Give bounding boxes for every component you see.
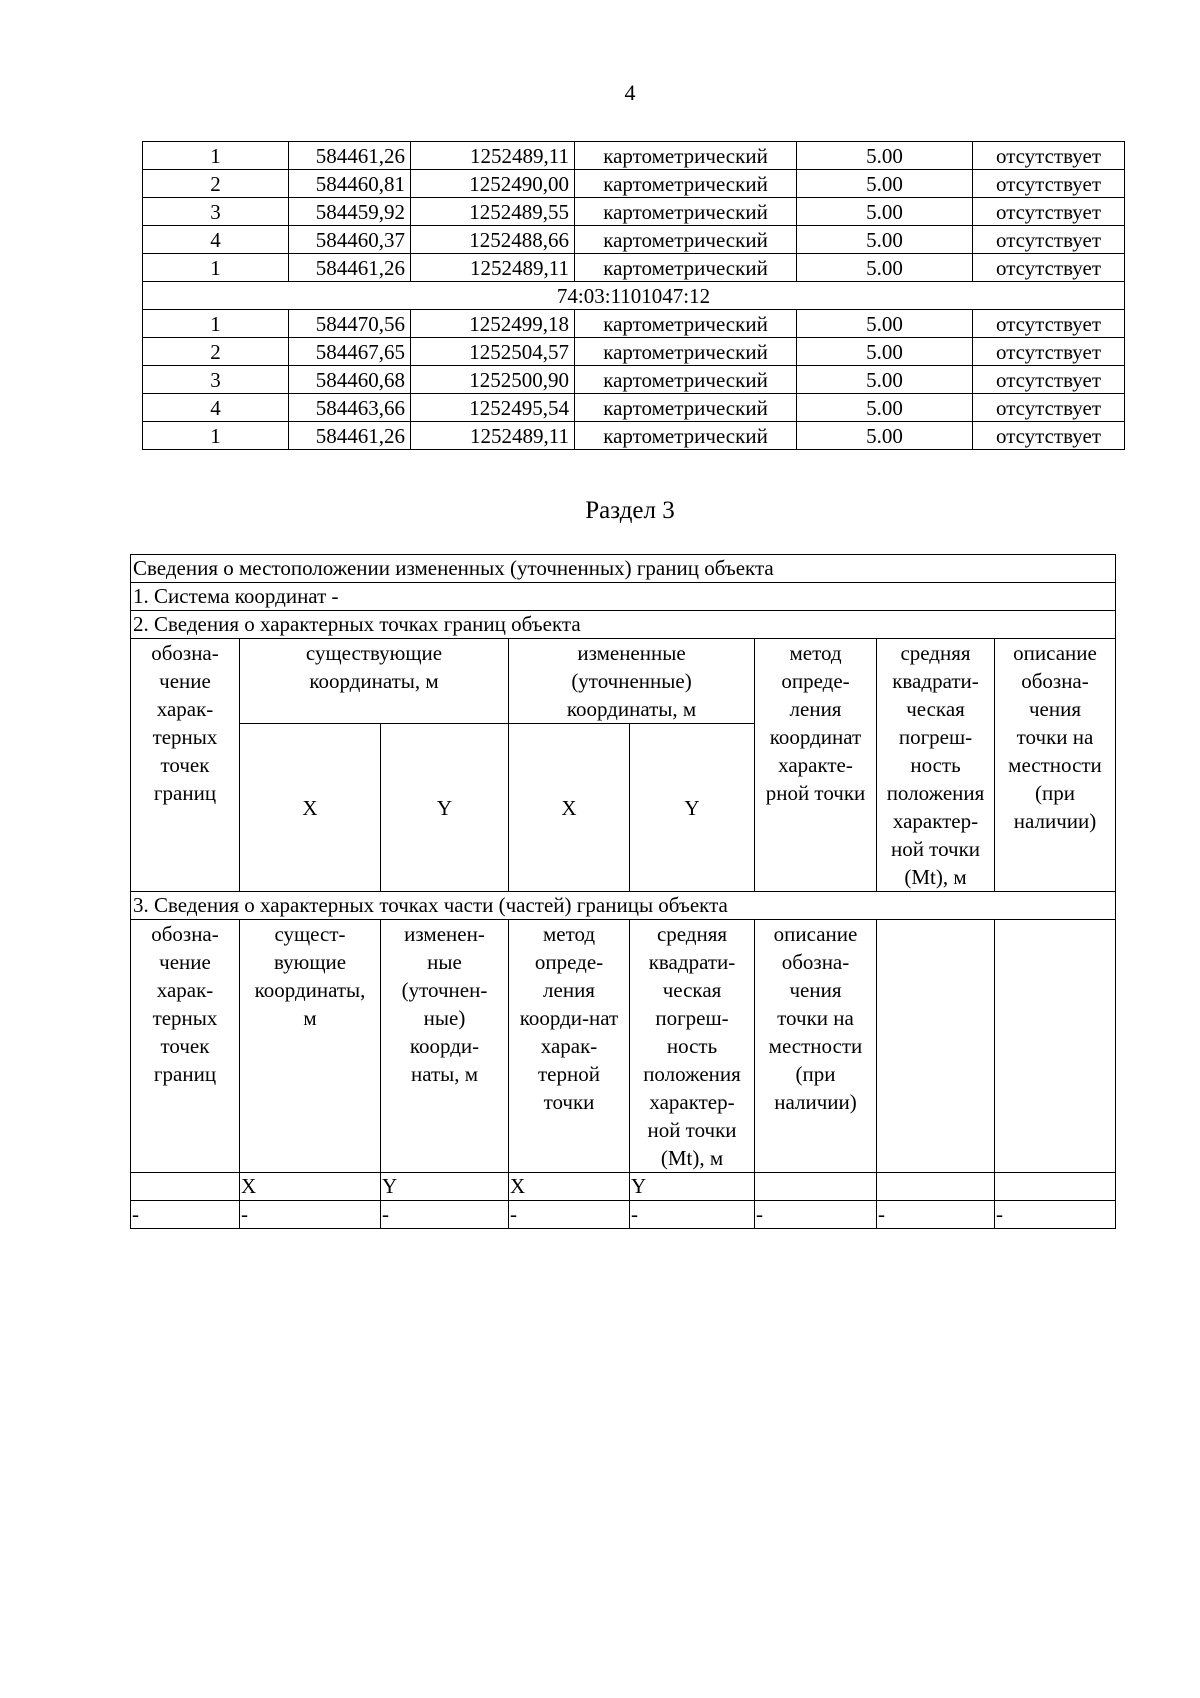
coordinate-row bbox=[143, 422, 1125, 450]
coordinate-row bbox=[143, 366, 1125, 394]
point-number: 2 bbox=[143, 170, 289, 198]
part2-header-error: средняя квадрати- ческая погреш- ность положения характер- ной точки (Mt), м bbox=[877, 639, 995, 892]
dash-cell: - bbox=[131, 1201, 240, 1229]
point-number: 1 bbox=[143, 422, 289, 450]
coord-x: 584470,56 bbox=[289, 310, 411, 338]
method: картометрический bbox=[575, 338, 797, 366]
xy-cell bbox=[131, 1173, 240, 1201]
part3-header-empty bbox=[995, 920, 1116, 1173]
dash-cell: - bbox=[381, 1201, 509, 1229]
xy-cell bbox=[755, 1173, 877, 1201]
coord-y: 1252500,90 bbox=[411, 366, 575, 394]
coordinates-rows-a bbox=[143, 142, 1125, 282]
part3-header-description: описание обозна- чения точки на местности (при наличии) bbox=[755, 920, 877, 1173]
coordinate-row bbox=[143, 394, 1125, 422]
description: отсутствует bbox=[973, 142, 1125, 170]
part3-header-changed: изменен- ные (уточнен- ные) коорди- наты, м bbox=[381, 920, 509, 1173]
error-value: 5.00 bbox=[797, 226, 973, 254]
coordinate-system: 1. Система координат - bbox=[131, 583, 1116, 611]
error-value: 5.00 bbox=[797, 394, 973, 422]
point-number: 4 bbox=[143, 226, 289, 254]
coordinate-row bbox=[143, 254, 1125, 282]
part2-existing-y: Y bbox=[381, 724, 509, 892]
xy-cell: Y bbox=[381, 1173, 509, 1201]
coordinate-row bbox=[143, 338, 1125, 366]
coordinate-row bbox=[143, 198, 1125, 226]
part3-header-method: метод опреде- ления коорди-нат харак- терной точки bbox=[509, 920, 630, 1173]
part3-header-designation: обозна- чение харак- терных точек границ bbox=[131, 920, 240, 1173]
error-value: 5.00 bbox=[797, 310, 973, 338]
point-number: 4 bbox=[143, 394, 289, 422]
point-number: 1 bbox=[143, 142, 289, 170]
coord-y: 1252489,11 bbox=[411, 142, 575, 170]
xy-cell bbox=[995, 1173, 1116, 1201]
description: отсутствует bbox=[973, 170, 1125, 198]
description: отсутствует bbox=[973, 394, 1125, 422]
method: картометрический bbox=[575, 394, 797, 422]
coord-x: 584461,26 bbox=[289, 142, 411, 170]
description: отсутствует bbox=[973, 338, 1125, 366]
part2-header-designation: обозна- чение харак- терных точек границ bbox=[131, 639, 240, 892]
page-number: 4 bbox=[624, 80, 636, 105]
part3-data-row bbox=[131, 1201, 1116, 1229]
coord-y: 1252504,57 bbox=[411, 338, 575, 366]
description: отсутствует bbox=[973, 366, 1125, 394]
dash-cell: - bbox=[995, 1201, 1116, 1229]
coord-x: 584460,37 bbox=[289, 226, 411, 254]
part2-title: 2. Сведения о характерных точках границ объекта bbox=[131, 611, 1116, 639]
section-title: Раздел 3 bbox=[585, 497, 675, 524]
section3-table bbox=[130, 554, 1116, 1229]
method: картометрический bbox=[575, 170, 797, 198]
part2-existing-x: X bbox=[240, 724, 381, 892]
error-value: 5.00 bbox=[797, 170, 973, 198]
part2-header-description: описание обозна- чения точки на местности (при наличии) bbox=[995, 639, 1116, 892]
coordinate-row bbox=[143, 170, 1125, 198]
coordinates-rows-b bbox=[143, 310, 1125, 450]
part3-xy-row bbox=[131, 1173, 1116, 1201]
description: отсутствует bbox=[973, 422, 1125, 450]
coord-x: 584461,26 bbox=[289, 254, 411, 282]
method: картометрический bbox=[575, 142, 797, 170]
description: отсутствует bbox=[973, 310, 1125, 338]
coord-x: 584467,65 bbox=[289, 338, 411, 366]
dash-cell: - bbox=[877, 1201, 995, 1229]
coord-y: 1252489,11 bbox=[411, 254, 575, 282]
coord-x: 584459,92 bbox=[289, 198, 411, 226]
point-number: 3 bbox=[143, 198, 289, 226]
dash-cell: - bbox=[240, 1201, 381, 1229]
coord-y: 1252488,66 bbox=[411, 226, 575, 254]
xy-cell: X bbox=[509, 1173, 630, 1201]
part2-changed-x: X bbox=[509, 724, 630, 892]
part2-header-method: метод опреде- ления координат характе- рной точки bbox=[755, 639, 877, 892]
dash-cell: - bbox=[630, 1201, 755, 1229]
method: картометрический bbox=[575, 366, 797, 394]
coord-y: 1252499,18 bbox=[411, 310, 575, 338]
part2-header-existing: существующие координаты, м bbox=[240, 639, 509, 724]
xy-cell bbox=[877, 1173, 995, 1201]
coord-x: 584463,66 bbox=[289, 394, 411, 422]
error-value: 5.00 bbox=[797, 338, 973, 366]
coord-y: 1252489,55 bbox=[411, 198, 575, 226]
part3-header-existing: сущест- вующие координаты, м bbox=[240, 920, 381, 1173]
method: картометрический bbox=[575, 226, 797, 254]
part3-header-empty bbox=[877, 920, 995, 1173]
point-number: 1 bbox=[143, 310, 289, 338]
xy-cell: X bbox=[240, 1173, 381, 1201]
method: картометрический bbox=[575, 422, 797, 450]
error-value: 5.00 bbox=[797, 198, 973, 226]
coordinate-row bbox=[143, 142, 1125, 170]
coord-x: 584460,68 bbox=[289, 366, 411, 394]
coord-x: 584460,81 bbox=[289, 170, 411, 198]
description: отсутствует bbox=[973, 254, 1125, 282]
error-value: 5.00 bbox=[797, 422, 973, 450]
part3-title: 3. Сведения о характерных точках части (частей) границы объекта bbox=[131, 892, 1116, 920]
point-number: 1 bbox=[143, 254, 289, 282]
coord-y: 1252489,11 bbox=[411, 422, 575, 450]
error-value: 5.00 bbox=[797, 366, 973, 394]
part2-changed-y: Y bbox=[630, 724, 755, 892]
coordinate-row bbox=[143, 310, 1125, 338]
part3-header-error: средняя квадрати- ческая погреш- ность положения характер- ной точки (Mt), м bbox=[630, 920, 755, 1173]
point-number: 2 bbox=[143, 338, 289, 366]
dash-cell: - bbox=[509, 1201, 630, 1229]
method: картометрический bbox=[575, 254, 797, 282]
method: картометрический bbox=[575, 310, 797, 338]
description: отсутствует bbox=[973, 226, 1125, 254]
error-value: 5.00 bbox=[797, 254, 973, 282]
method: картометрический bbox=[575, 198, 797, 226]
coordinates-table bbox=[142, 141, 1125, 450]
cadastral-number-row bbox=[143, 282, 1125, 310]
xy-cell: Y bbox=[630, 1173, 755, 1201]
point-number: 3 bbox=[143, 366, 289, 394]
section3-heading: Сведения о местоположении измененных (уточненных) границ объекта bbox=[131, 555, 1116, 583]
coord-y: 1252490,00 bbox=[411, 170, 575, 198]
part2-header-changed: измененные (уточненные) координаты, м bbox=[509, 639, 755, 724]
coord-y: 1252495,54 bbox=[411, 394, 575, 422]
dash-cell: - bbox=[755, 1201, 877, 1229]
coordinate-row bbox=[143, 226, 1125, 254]
coord-x: 584461,26 bbox=[289, 422, 411, 450]
cadastral-number: 74:03:1101047:12 bbox=[143, 282, 1125, 310]
error-value: 5.00 bbox=[797, 142, 973, 170]
description: отсутствует bbox=[973, 198, 1125, 226]
